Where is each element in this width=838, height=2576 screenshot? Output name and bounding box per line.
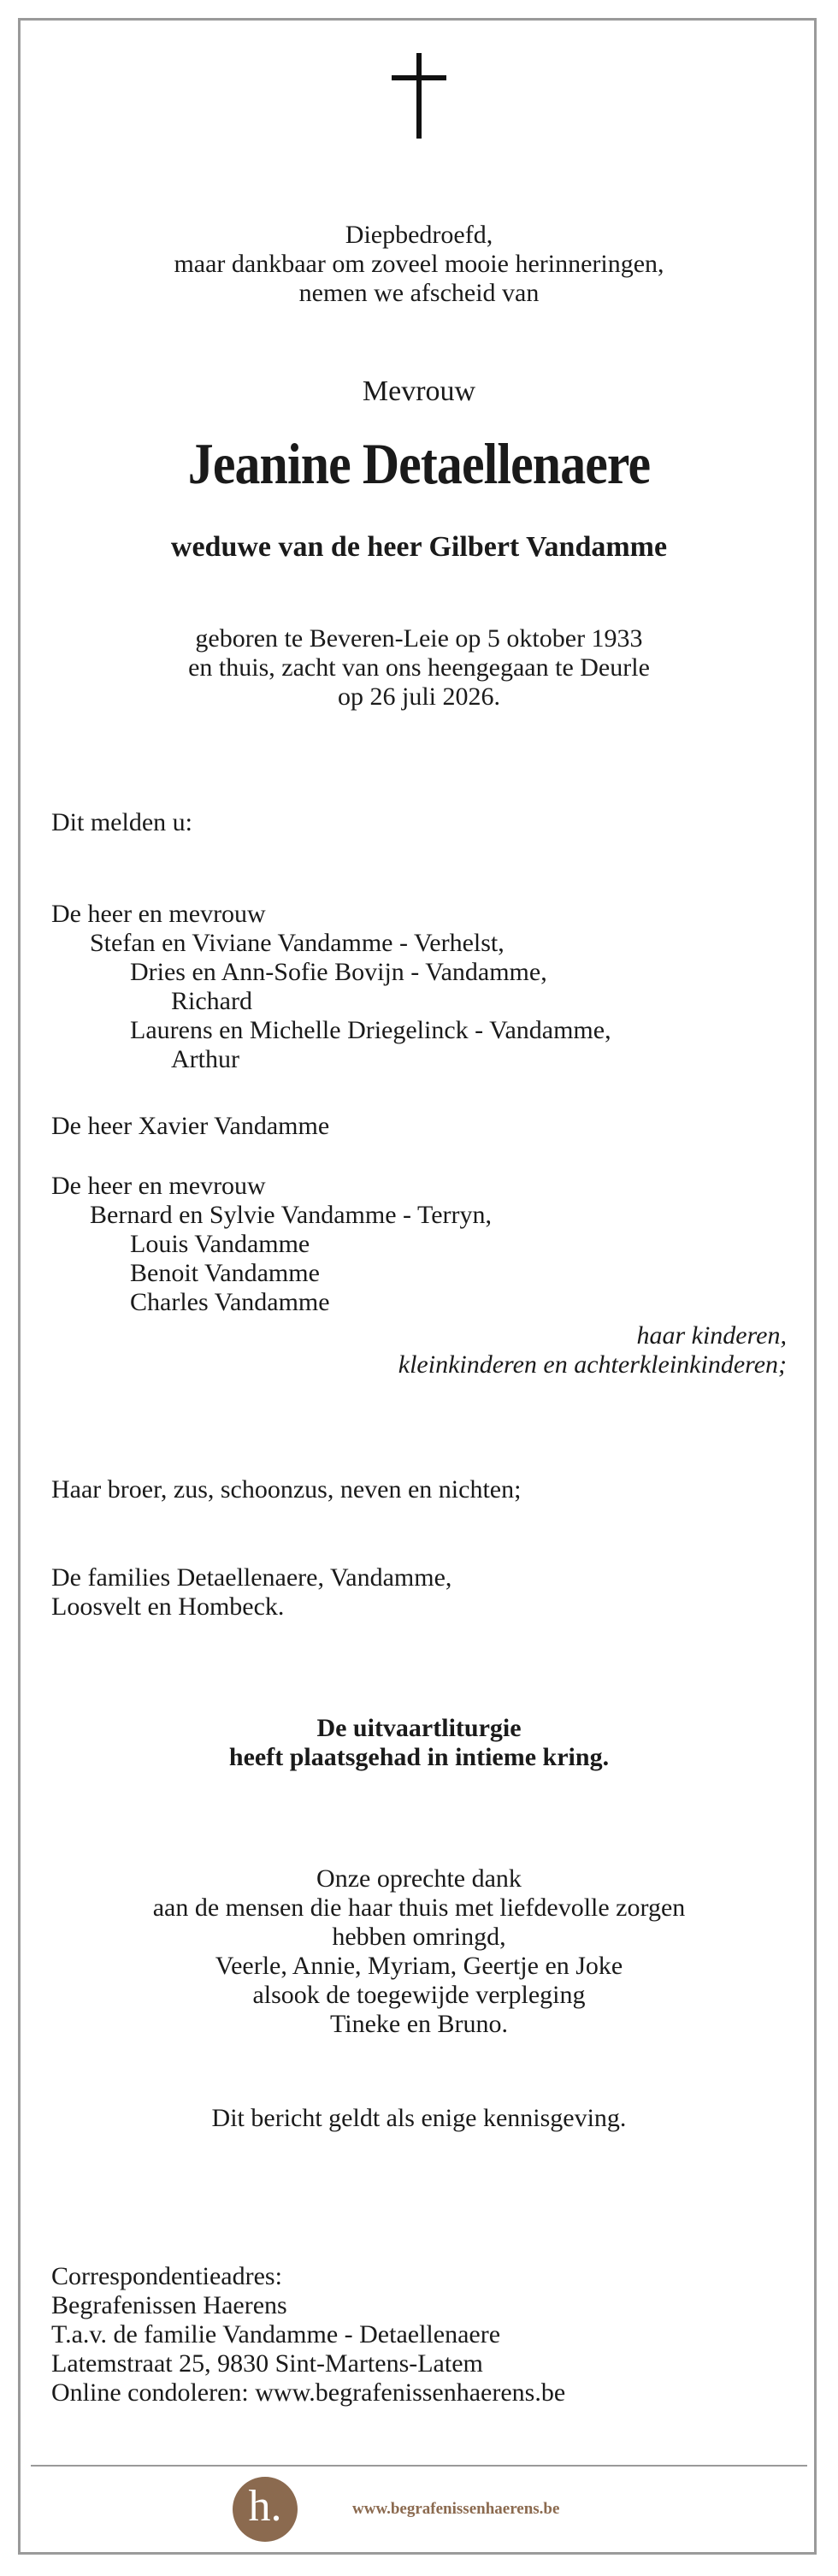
deceased-name: Jeanine Detaellenaere xyxy=(187,431,651,496)
widow-of: weduwe van de heer Gilbert Vandamme xyxy=(170,531,668,563)
relationship-line: haar kinderen, xyxy=(636,1321,787,1350)
birth-death-info xyxy=(34,624,804,712)
family-member: Charles Vandamme xyxy=(130,1288,330,1316)
cross-icon xyxy=(392,53,446,139)
correspondence-line: Begrafenissen Haerens xyxy=(51,2291,287,2319)
thanks-line: Veerle, Annie, Myriam, Geertje en Joke xyxy=(215,1952,623,1980)
family-member: Dries en Ann-Sofie Bovijn - Vandamme, xyxy=(130,958,547,986)
thanks-line: aan de mensen die haar thuis met liefdevolle zorgen xyxy=(152,1894,686,1922)
liturgy-text xyxy=(34,1714,804,1772)
family-header: De heer en mevrouw xyxy=(51,900,266,928)
correspondence-line: Online condoleren: www.begrafenissenhaerens.be xyxy=(51,2378,566,2407)
correspondence-line: Latemstraat 25, 9830 Sint-Martens-Latem xyxy=(51,2349,483,2378)
footer-divider xyxy=(31,2465,807,2467)
family-group-3 xyxy=(51,1172,492,1317)
family-member: Bernard en Sylvie Vandamme - Terryn, xyxy=(90,1201,492,1229)
families-line: Loosvelt en Hombeck. xyxy=(51,1592,285,1621)
correspondence-line: Correspondentieadres: xyxy=(51,2262,282,2290)
intro-line: Diepbedroefd, xyxy=(345,221,493,249)
siblings-text: Haar broer, zus, schoonzus, neven en nichten; xyxy=(51,1475,522,1504)
families-line: De families Detaellenaere, Vandamme, xyxy=(51,1563,452,1592)
family-header: De heer en mevrouw xyxy=(51,1172,266,1200)
correspondence-line: T.a.v. de familie Vandamme - Detaellenaere xyxy=(51,2320,501,2349)
family-member: Laurens en Michelle Driegelinck - Vandamme, xyxy=(130,1016,611,1044)
thanks-text xyxy=(34,1864,804,2039)
liturgy-line: De uitvaartliturgie xyxy=(316,1714,522,1742)
thanks-line: hebben omringd, xyxy=(332,1923,506,1951)
families-text xyxy=(51,1563,451,1622)
birth-line: en thuis, zacht van ons heengegaan te Deurle xyxy=(188,653,650,682)
thanks-line: Onze oprechte dank xyxy=(316,1864,522,1893)
notice-text: Dit bericht geldt als enige kennisgeving. xyxy=(211,2104,627,2132)
thanks-line: Tineke en Bruno. xyxy=(329,2010,509,2038)
relationship-note xyxy=(398,1321,787,1380)
relationship-line: kleinkinderen en achterkleinkinderen; xyxy=(398,1350,787,1379)
intro-line: maar dankbaar om zoveel mooie herinneringen, xyxy=(174,250,664,278)
intro-text xyxy=(34,221,804,308)
funeral-home-website[interactable]: www.begrafenissenhaerens.be xyxy=(352,2500,560,2518)
liturgy-line: heeft plaatsgehad in intieme kring. xyxy=(228,1743,610,1771)
birth-line: geboren te Beveren-Leie op 5 oktober 1933 xyxy=(195,624,643,653)
birth-line: op 26 juli 2026. xyxy=(337,682,500,711)
family-group-1 xyxy=(51,900,611,1074)
family-group-2: De heer Xavier Vandamme xyxy=(51,1112,330,1140)
funeral-home-logo: h. xyxy=(233,2477,298,2542)
announce-text: Dit melden u: xyxy=(51,808,192,836)
salutation: Mevrouw xyxy=(362,375,476,407)
family-member: Stefan en Viviane Vandamme - Verhelst, xyxy=(90,929,505,957)
correspondence-address xyxy=(51,2262,565,2408)
intro-line: nemen we afscheid van xyxy=(298,279,540,307)
family-member: Arthur xyxy=(171,1045,239,1073)
thanks-line: alsook de toegewijde verpleging xyxy=(252,1981,586,2009)
family-member: Richard xyxy=(171,987,252,1015)
family-member: Benoit Vandamme xyxy=(130,1259,320,1287)
family-member: Louis Vandamme xyxy=(130,1230,310,1258)
